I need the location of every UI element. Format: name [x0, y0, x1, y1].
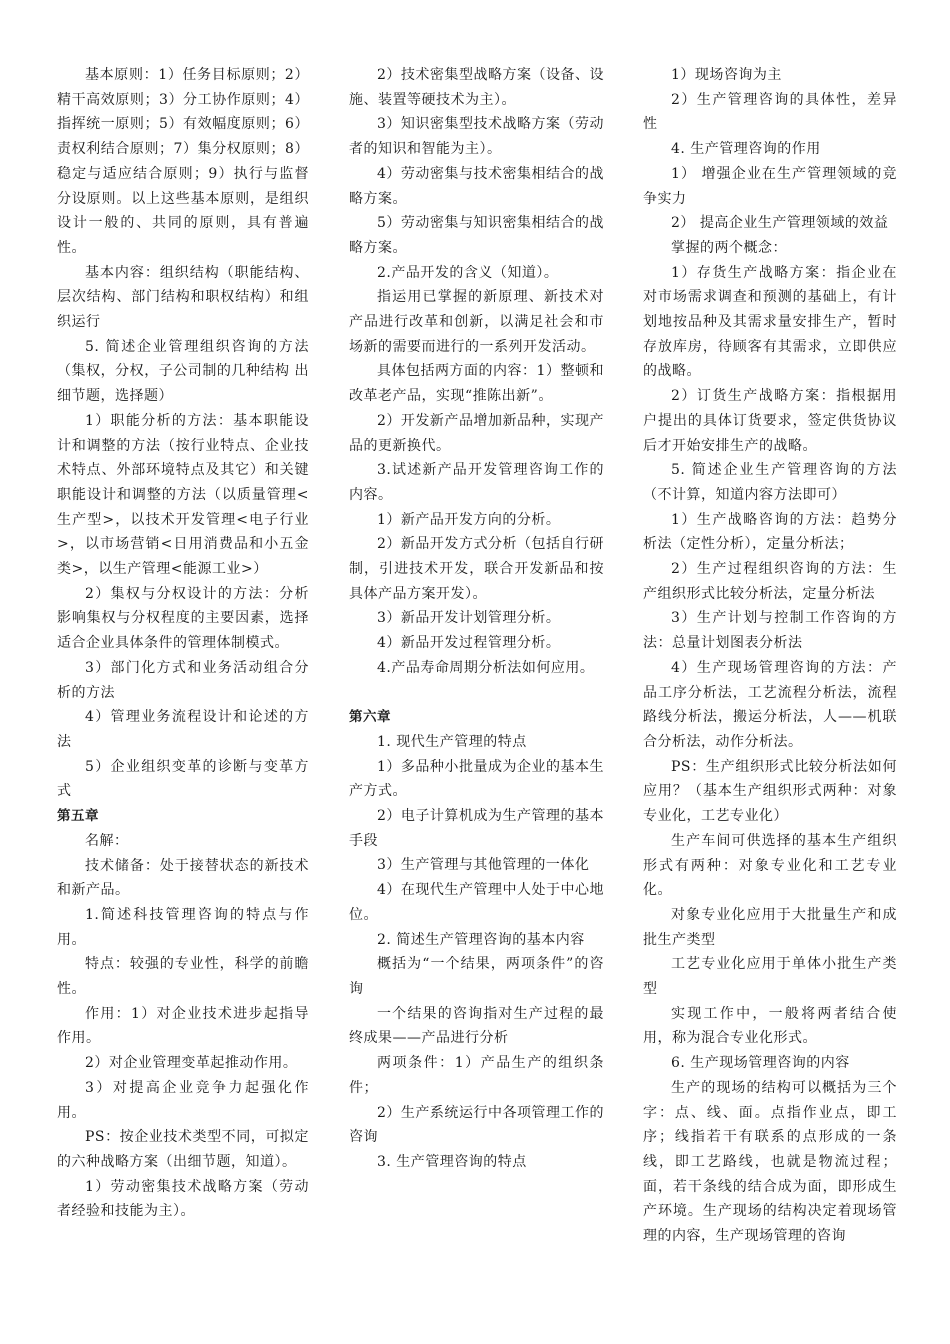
paragraph: 1）多品种小批量成为企业的基本生产方式。 [349, 758, 604, 800]
paragraph: 生产车间可供选择的基本生产组织形式有两种：对象专业化和工艺专业化。 [643, 832, 897, 899]
paragraph: 生产的现场的结构可以概括为三个字：点、线、面。点指作业点，即工序；线指若干有联系的点形成的一条线，即工艺路线，也就是物流过程；面，若干条线的结合成为面，即形成生产环境。生产现场的结构决定着现场管理的内容，生产现场管理的咨询 [643, 1079, 897, 1245]
paragraph: 2. 简述生产管理咨询的基本内容 [377, 931, 585, 948]
paragraph: 两项条件：1）产品生产的组织条件； [349, 1055, 604, 1096]
text-column-3 [643, 63, 897, 1249]
paragraph: 2）技术密集型战略方案（设备、设施、装置等硬技术为主）。 [349, 67, 604, 108]
paragraph: 2）新品开发方式分析（包括自行研制，引进技术开发，联合开发新品和按具体产品方案开发）。 [349, 536, 604, 602]
paragraph: 一个结果的咨询指对生产过程的最终成果——产品进行分析 [349, 1005, 604, 1047]
paragraph: 3）生产计划与控制工作咨询的方法：总量计划图表分析法 [643, 610, 897, 652]
paragraph: 5. 简述企业管理组织咨询的方法（集权，分权，子公司制的几种结构 出细节题，选择题） [57, 338, 309, 405]
paragraph: 技术储备：处于接替状态的新技术和新产品。 [57, 857, 309, 899]
paragraph: 5）劳动密集与知识密集相结合的战略方案。 [349, 215, 604, 256]
paragraph: 指运用已掌握的新原理、新技术对产品进行改革和创新，以满足社会和市场新的需要而进行的一系列开发活动。 [349, 289, 604, 355]
paragraph: 3）知识密集型技术战略方案（劳动者的知识和智能为主）。 [349, 116, 604, 158]
paragraph: 2）电子计算机成为生产管理的基本手段 [349, 808, 604, 849]
paragraph: 1）存货生产战略方案：指企业在对市场需求调查和预测的基础上，有计划地按品种及其需求量安排生产，暂时存放库房，待顾客有其需求，立即供应的战略。 [643, 264, 897, 380]
paragraph: 2） 提高企业生产管理领域的效益 [671, 215, 889, 232]
paragraph: 基本内容：组织结构（职能结构、层次结构、部门结构和职权结构）和组织运行 [57, 264, 309, 331]
paragraph: 3）新品开发计划管理分析。 [377, 610, 561, 627]
paragraph: 3）部门化方式和业务活动组合分析的方法 [57, 659, 309, 701]
paragraph: 2.产品开发的含义（知道）。 [377, 264, 559, 281]
paragraph: 6. 生产现场管理咨询的内容 [671, 1055, 850, 1072]
paragraph: 1）新产品开发方向的分析。 [377, 511, 561, 528]
paragraph: 4）生产现场管理咨询的方法：产品工序分析法，工艺流程分析法，流程路线分析法，搬运分析法，人——机联合分析法，动作分析法。 [643, 659, 897, 750]
paragraph: 4）在现代生产管理中人处于中心地位。 [349, 882, 604, 923]
paragraph: 1） 增强企业在生产管理领域的竞争实力 [643, 165, 897, 207]
paragraph: 掌握的两个概念： [671, 239, 787, 256]
paragraph: 4. 生产管理咨询的作用 [671, 141, 821, 158]
chapter-heading: 第五章 [57, 808, 99, 825]
paragraph: 1. 现代生产管理的特点 [377, 733, 527, 750]
paragraph: 3. 生产管理咨询的特点 [377, 1153, 527, 1170]
paragraph: 5. 简述企业生产管理咨询的方法（不计算，知道内容方法即可） [643, 462, 897, 503]
paragraph: 1）现场咨询为主 [671, 67, 782, 83]
paragraph: 2）生产管理咨询的具体性，差异性 [643, 91, 897, 133]
paragraph: 2）对企业管理变革起推动作用。 [85, 1055, 298, 1072]
text-column-2 [349, 63, 604, 1175]
paragraph: 3.试述新产品开发管理咨询工作的内容。 [349, 462, 604, 503]
paragraph: 4）新品开发过程管理分析。 [377, 635, 561, 652]
paragraph: 2）生产系统运行中各项管理工作的咨询 [349, 1104, 604, 1146]
paragraph: 2）生产过程组织咨询的方法：生产组织形式比较分析法，定量分析法 [643, 561, 897, 602]
paragraph: 3）对提高企业竞争力起强化作用。 [57, 1079, 309, 1121]
paragraph: PS：按企业技术类型不同，可拟定的六种战略方案（出细节题，知道）。 [57, 1129, 309, 1170]
paragraph: 3）生产管理与其他管理的一体化 [377, 857, 590, 874]
paragraph: 1.简述科技管理咨询的特点与作用。 [57, 906, 309, 948]
paragraph: 1）劳动密集技术战略方案（劳动者经验和技能为主）。 [57, 1178, 309, 1220]
paragraph: 1）生产战略咨询的方法：趋势分析法（定性分析），定量分析法； [643, 511, 897, 553]
paragraph: 基本原则：1）任务目标原则；2）精干高效原则；3）分工协作原则；4）指挥统一原则；5）有效幅度原则；6）责权利结合原则；7）集分权原则；8）稳定与适应结合原则；9）执行与监督分设原则。以上这些基本原则，是组织设计一般的、共同的原则，具有普遍性。 [57, 67, 309, 256]
paragraph: PS：生产组织形式比较分析法如何应用？（基本生产组织形式两种：对象专业化，工艺专业化） [643, 758, 897, 825]
paragraph: 实现工作中，一般将两者结合使用，称为混合专业化形式。 [643, 1005, 897, 1047]
paragraph: 概括为“一个结果，两项条件”的咨询 [349, 956, 604, 997]
paragraph: 工艺专业化应用于单体小批生产类型 [643, 956, 897, 998]
chapter-heading: 第六章 [349, 709, 391, 726]
paragraph: 1）职能分析的方法：基本职能设计和调整的方法（按行业特点、企业技术特点、外部环境特点及其它）和关键职能设计和调整的方法（以质量管理<生产型>，以技术开发管理<电子行业>，以市场营销<日用消费品和小五金类>，以生产管理<能源工业>） [57, 412, 309, 578]
paragraph: 4）劳动密集与技术密集相结合的战略方案。 [349, 165, 604, 207]
text-column-1 [57, 63, 309, 1224]
paragraph: 对象专业化应用于大批量生产和成批生产类型 [643, 906, 897, 948]
paragraph: 2）集权与分权设计的方法：分析影响集权与分权程度的主要因素，选择适合企业具体条件的管理体制模式。 [57, 585, 309, 652]
paragraph: 5）企业组织变革的诊断与变革方式 [57, 758, 309, 800]
paragraph: 2）开发新产品增加新品种，实现产品的更新换代。 [349, 412, 604, 454]
paragraph: 4.产品寿命周期分析法如何应用。 [377, 659, 595, 676]
paragraph: 作用：1）对企业技术进步起指导作用。 [57, 1005, 309, 1047]
paragraph: 名解： [85, 832, 129, 849]
paragraph: 2）订货生产战略方案：指根据用户提出的具体订货要求，签定供货协议后才开始安排生产的战略。 [643, 388, 897, 454]
paragraph: 特点：较强的专业性，科学的前瞻性。 [57, 956, 309, 998]
paragraph: 具体包括两方面的内容：1）整顿和改革老产品，实现“推陈出新”。 [349, 363, 604, 405]
paragraph: 4）管理业务流程设计和论述的方法 [57, 709, 309, 750]
